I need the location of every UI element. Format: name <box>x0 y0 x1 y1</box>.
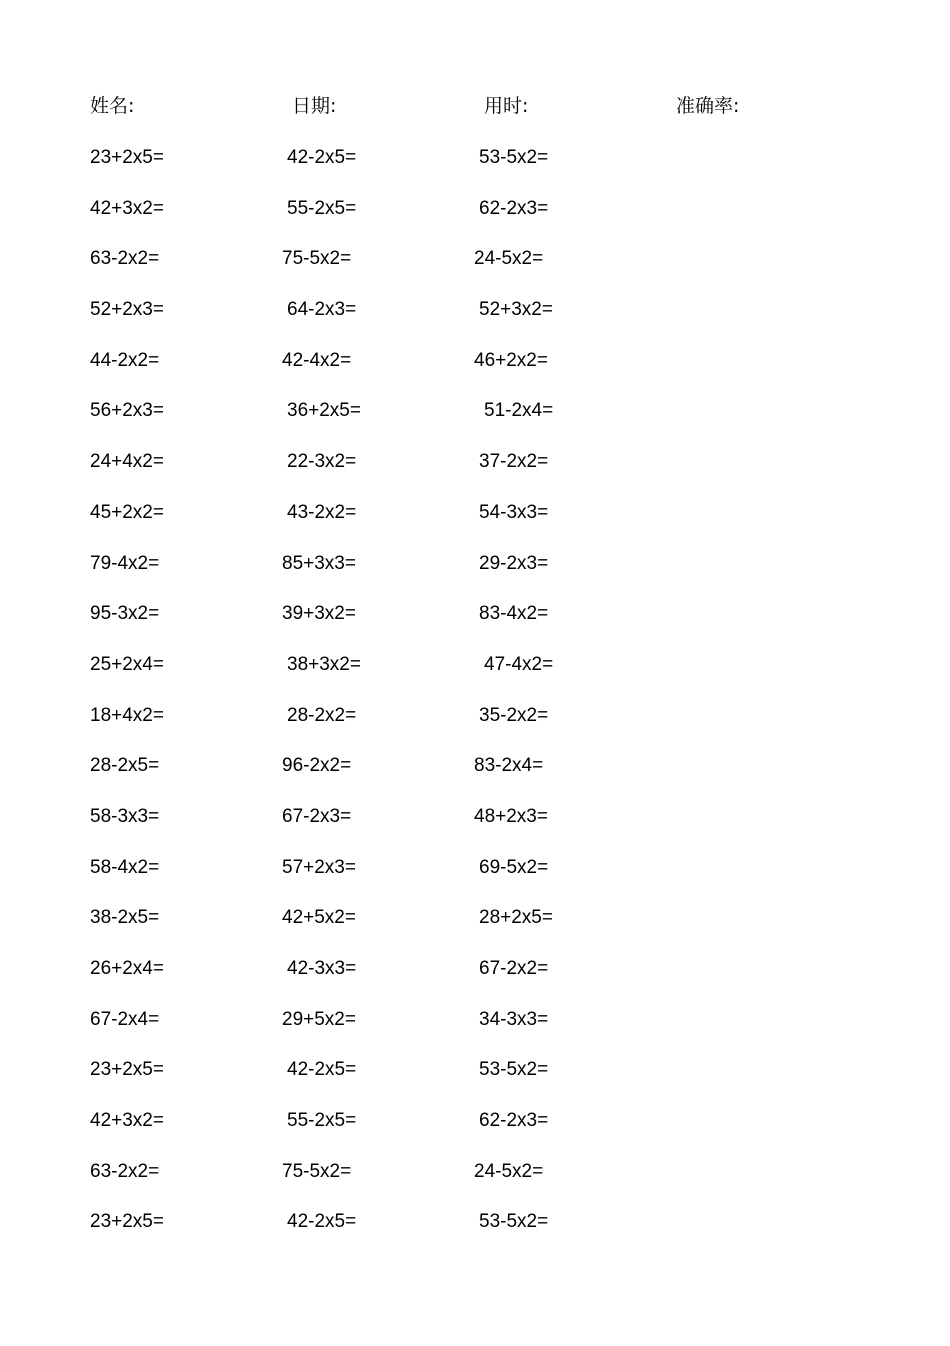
problem-row <box>0 146 950 197</box>
problem: 55-2x5= <box>287 197 357 219</box>
problem: 67-2x4= <box>90 1008 160 1030</box>
problem: 45+2x2= <box>90 501 164 523</box>
problem: 46+2x2= <box>474 349 548 371</box>
problem: 79-4x2= <box>90 552 160 574</box>
problem: 62-2x3= <box>479 197 549 219</box>
problem: 38-2x5= <box>90 907 160 929</box>
problem: 63-2x2= <box>90 1160 160 1182</box>
problem-row <box>0 653 950 704</box>
date-label: 日期: <box>292 95 337 117</box>
problem-row <box>0 450 950 501</box>
problem-row <box>0 1008 950 1059</box>
accuracy-label: 准确率: <box>676 95 740 117</box>
time-label: 用时: <box>484 95 529 117</box>
problem-row <box>0 1058 950 1109</box>
problem: 52+2x3= <box>90 299 164 321</box>
problem: 28-2x2= <box>287 704 357 726</box>
problem: 28+2x5= <box>479 907 553 929</box>
problem: 36+2x5= <box>287 400 361 422</box>
problem: 42-2x5= <box>287 1211 357 1233</box>
name-label: 姓名: <box>90 95 135 117</box>
problem: 52+3x2= <box>479 299 553 321</box>
problem-row <box>0 399 950 450</box>
problem: 34-3x3= <box>479 1008 549 1030</box>
problem: 23+2x5= <box>90 1059 164 1081</box>
problem-grid <box>0 146 950 1261</box>
problem-row <box>0 805 950 856</box>
problem: 58-3x3= <box>90 805 160 827</box>
problem-row <box>0 704 950 755</box>
problem-row <box>0 501 950 552</box>
problem: 29-2x3= <box>479 552 549 574</box>
problem: 58-4x2= <box>90 856 160 878</box>
problem: 23+2x5= <box>90 147 164 168</box>
problem: 42+3x2= <box>90 197 164 219</box>
problem: 23+2x5= <box>90 1211 164 1233</box>
problem: 56+2x3= <box>90 400 164 422</box>
problem: 67-2x2= <box>479 958 549 979</box>
problem-row <box>0 349 950 400</box>
problem-row <box>0 247 950 298</box>
problem: 48+2x3= <box>474 805 548 827</box>
problem: 26+2x4= <box>90 958 164 979</box>
problem: 47-4x2= <box>484 653 554 675</box>
problem: 51-2x4= <box>484 400 554 422</box>
problem: 44-2x2= <box>90 349 160 371</box>
problem: 42-4x2= <box>282 349 352 371</box>
problem-row <box>0 1160 950 1211</box>
problem: 57+2x3= <box>282 856 356 878</box>
problem-row <box>0 754 950 805</box>
problem: 42-2x5= <box>287 147 357 168</box>
problem: 83-2x4= <box>474 755 544 777</box>
problem: 35-2x2= <box>479 704 549 726</box>
problem: 54-3x3= <box>479 501 549 523</box>
problem: 28-2x5= <box>90 755 160 777</box>
problem-row <box>0 298 950 349</box>
problem-row <box>0 197 950 248</box>
problem-row <box>0 957 950 1008</box>
worksheet-header <box>0 94 950 120</box>
problem: 96-2x2= <box>282 755 352 777</box>
problem: 38+3x2= <box>287 653 361 675</box>
problem: 25+2x4= <box>90 653 164 675</box>
problem: 53-5x2= <box>479 1059 549 1081</box>
problem: 42-3x3= <box>287 958 357 979</box>
problem: 67-2x3= <box>282 805 352 827</box>
problem: 24+4x2= <box>90 451 164 473</box>
problem: 39+3x2= <box>282 603 356 625</box>
problem: 53-5x2= <box>479 147 549 168</box>
problem-row <box>0 552 950 603</box>
problem: 24-5x2= <box>474 1160 544 1182</box>
problem: 37-2x2= <box>479 451 549 473</box>
problem: 53-5x2= <box>479 1211 549 1233</box>
problem: 18+4x2= <box>90 704 164 726</box>
problem: 55-2x5= <box>287 1110 357 1132</box>
problem: 85+3x3= <box>282 552 356 574</box>
problem: 63-2x2= <box>90 248 160 270</box>
problem: 29+5x2= <box>282 1008 356 1030</box>
problem: 24-5x2= <box>474 248 544 270</box>
problem: 95-3x2= <box>90 603 160 625</box>
problem-row <box>0 1210 950 1261</box>
problem: 42+3x2= <box>90 1110 164 1132</box>
problem-row <box>0 1109 950 1160</box>
problem: 22-3x2= <box>287 451 357 473</box>
problem: 64-2x3= <box>287 299 357 321</box>
problem: 75-5x2= <box>282 248 352 270</box>
problem: 69-5x2= <box>479 856 549 878</box>
problem: 83-4x2= <box>479 603 549 625</box>
problem-row <box>0 856 950 907</box>
problem: 42+5x2= <box>282 907 356 929</box>
problem: 43-2x2= <box>287 501 357 523</box>
problem-row <box>0 906 950 957</box>
problem: 62-2x3= <box>479 1110 549 1132</box>
problem: 42-2x5= <box>287 1059 357 1081</box>
problem-row <box>0 602 950 653</box>
problem: 75-5x2= <box>282 1160 352 1182</box>
